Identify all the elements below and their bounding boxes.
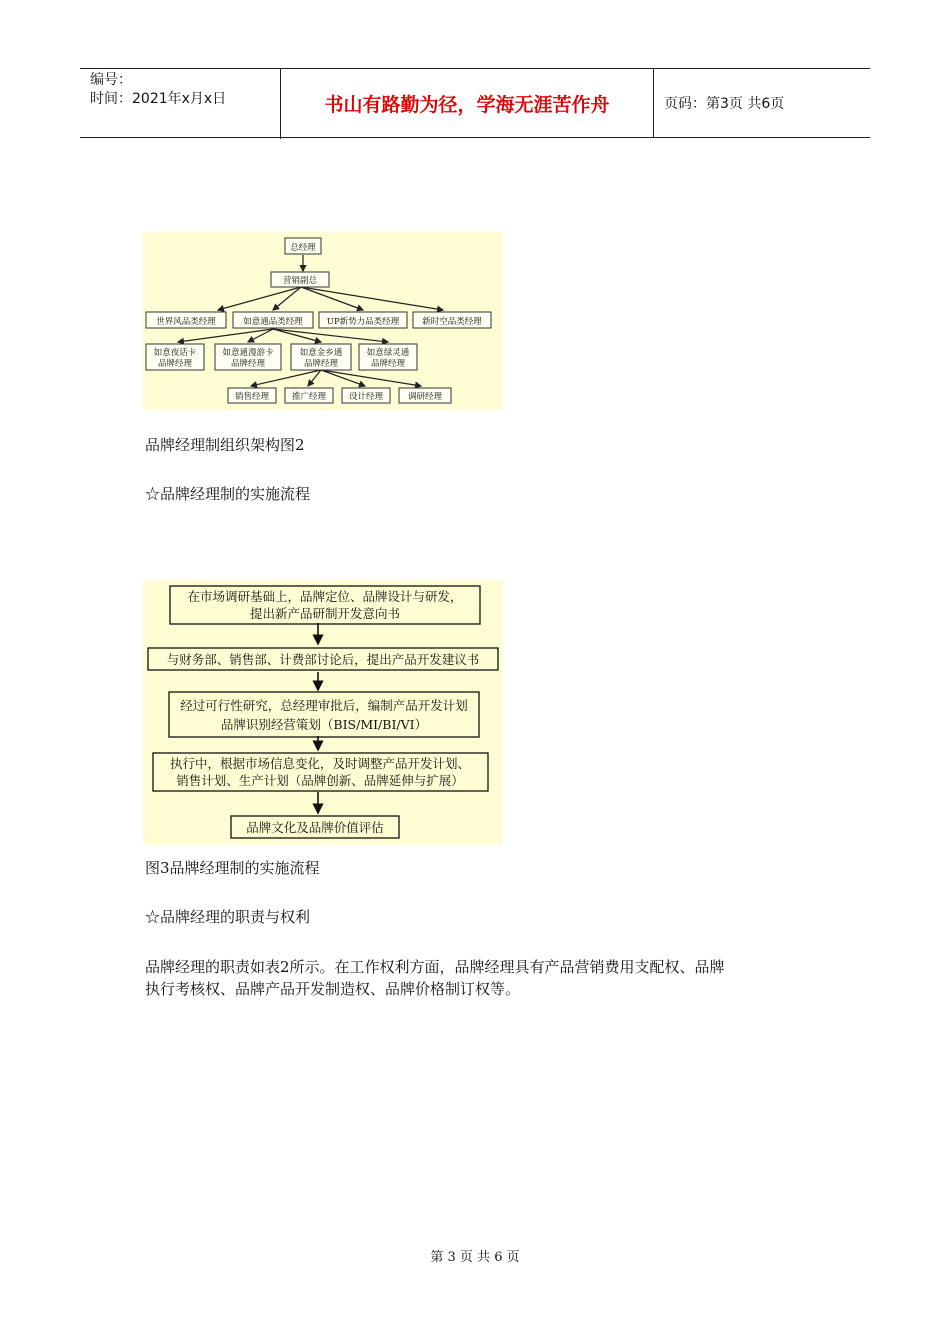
number-label: 编号：: [90, 72, 132, 88]
org-chart-figure: [143, 232, 503, 410]
flow-step-3-line1: 经过可行性研究，总经理审批后，编制产品开发计划: [180, 698, 468, 713]
org-node-function: 推广经理: [291, 392, 327, 402]
page-footer: 第 3 页 共 6 页: [430, 1250, 520, 1265]
org-node-top: 总经理: [290, 243, 316, 253]
org-node-brand-sub: 品牌经理: [230, 359, 266, 369]
section-heading-2: ☆品牌经理的职责与权利: [145, 908, 311, 926]
flow-step-1-line1: 在市场调研基础上，品牌定位、品牌设计与研发，: [187, 589, 463, 604]
org-node-category: 如意通品类经理: [243, 317, 303, 327]
org-node-category: 世界风品类经理: [156, 317, 216, 327]
flow-step-5-line1: 品牌文化及品牌价值评估: [246, 820, 384, 835]
org-node-category: 新时空品类经理: [422, 317, 482, 327]
motto: 书山有路勤为径，学海无涯苦作舟: [281, 69, 654, 137]
flow-chart-figure: [143, 580, 503, 845]
section-heading-1: ☆品牌经理制的实施流程: [145, 485, 311, 503]
flow-step-1-line2: 提出新产品研制开发意向书: [249, 606, 401, 621]
body-paragraph: [145, 956, 725, 1000]
org-node-function: 设计经理: [348, 392, 384, 402]
org-chart: [143, 232, 503, 410]
header-meta: [80, 69, 281, 139]
org-node-brand-sub: 品牌经理: [303, 359, 339, 369]
flow-step-3-line2: 品牌识别经营策划（BIS/MI/BI/VI）: [220, 717, 428, 732]
org-node-function: 销售经理: [234, 392, 270, 402]
org-node-level2: 营销副总: [282, 276, 318, 286]
org-node-brand: 如意夜话卡: [153, 348, 197, 358]
org-node-function: 调研经理: [407, 392, 443, 402]
org-node-brand-sub: 品牌经理: [370, 359, 406, 369]
org-node-brand: 如意金乡通: [299, 348, 343, 358]
flow-step-4-line1: 执行中，根据市场信息变化，及时调整产品开发计划、: [169, 756, 471, 771]
flow-step-4-line2: 销售计划、生产计划（品牌创新、品牌延伸与扩展）: [176, 773, 464, 788]
org-node-brand: 如意通漫游卡: [222, 348, 274, 358]
figure-caption-2: 图3品牌经理制的实施流程: [145, 859, 320, 877]
figure-caption-1: 品牌经理制组织架构图2: [145, 436, 305, 454]
flow-chart: [143, 580, 503, 845]
body-line: 执行考核权、品牌产品开发制造权、品牌价格制订权等。: [145, 980, 521, 998]
page-label: 页码：第3页 共6页: [664, 96, 785, 112]
time-label: 时间：2021年x月x日: [90, 91, 227, 107]
body-line: 品牌经理的职责如表2所示。在工作权利方面，品牌经理具有产品营销费用支配权、品牌: [145, 958, 725, 976]
org-node-category: UP新势力品类经理: [326, 317, 400, 327]
org-node-brand: 如意绿灵通: [366, 348, 410, 358]
org-node-brand-sub: 品牌经理: [157, 359, 193, 369]
flow-step-2-line1: 与财务部、销售部、计费部讨论后，提出产品开发建议书: [166, 652, 480, 667]
page-header: [80, 68, 870, 138]
